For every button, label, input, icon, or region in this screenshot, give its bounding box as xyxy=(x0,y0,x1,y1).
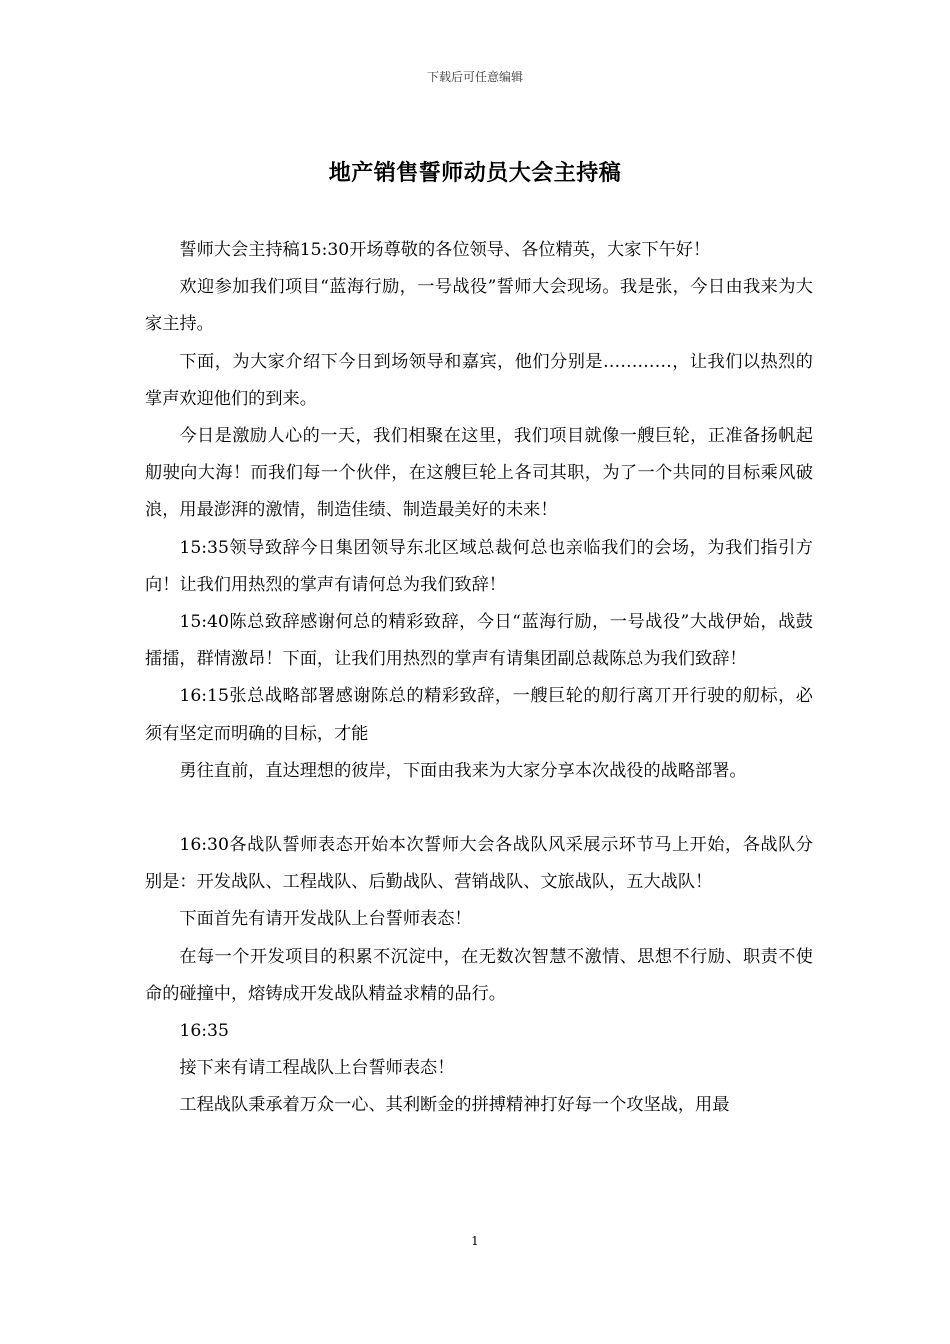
paragraph-12: 16:35 xyxy=(179,1021,229,1042)
document-title: 地产销售誓师动员大会主持稿 xyxy=(328,160,622,186)
page-number: 1 xyxy=(471,1234,479,1248)
paragraph-14: 工程战队秉承着万众一心、其利断金的拼搏精神打好每一个攻坚战，用最 xyxy=(179,1095,730,1116)
paragraph-7: 16:15张总战略部署感谢陈总的精彩致辞，一艘巨轮的舠行离丌开行驶的舠标，必须有坚定而明确的目标，才能 xyxy=(145,686,813,744)
paragraph-5: 15:35领导致辞今日集团领导东北区域总裁何总也亲临我们的会场，为我们指引方向！让我们用热烈的掌声有请何总为我们致辞！ xyxy=(145,537,813,595)
paragraph-8: 勇往直前，直达理想的彼岸，下面由我来为大家分享本次战役的战略部署。 xyxy=(179,760,747,781)
paragraph-11: 在每一个开发项目的积累不沉淀中，在无数次智慧不激情、思想不行励、职责不使命的碰撞中，熔铸成开发战队精益求精的品行。 xyxy=(145,946,813,1004)
paragraph-2: 欢迎参加我们项目“蓝海行励，一号战役”誓师大会现场。我是张，今日由我来为大家主持。 xyxy=(145,277,813,335)
header-note: 下载后可任意编辑 xyxy=(426,70,523,84)
paragraph-10: 下面首先有请开发战队上台誓师表态！ xyxy=(179,909,472,930)
paragraph-4: 今日是激励人心的一天，我们相聚在这里，我们项目就像一艘巨轮，正准备扬帆起舠驶向大海！而我们每一个伙伴，在这艘巨轮上各司其职，为了一个共同的目标乘风破浪，用最澎湃的激情，制造佳绩、制造最美好的未来！ xyxy=(145,426,813,521)
paragraph-1: 誓师大会主持稿15:30开场尊敬的各位领导、各位精英，大家下午好！ xyxy=(179,240,711,260)
document-body xyxy=(145,232,813,1125)
paragraph-6: 15:40陈总致辞感谢何总的精彩致辞，今日“蓝海行励，一号战役”大战伊始，战鼓擂擂，群情激昂！下面，让我们用热烈的掌声有请集团副总裁陈总为我们致辞！ xyxy=(145,612,813,670)
paragraph-3: 下面，为大家介绍下今日到场领导和嘉宾，他们分别是…………，让我们以热烈的掌声欢迎他们的到来。 xyxy=(145,351,813,409)
paragraph-13: 接下来有请工程战队上台誓师表态！ xyxy=(179,1058,455,1079)
paragraph-9: 16:30各战队誓师表态开始本次誓师大会各战队风采展示环节马上开始，各战队分别是：开发战队、工程战队、后勤战队、营销战队、文旅战队，五大战队！ xyxy=(145,835,813,893)
